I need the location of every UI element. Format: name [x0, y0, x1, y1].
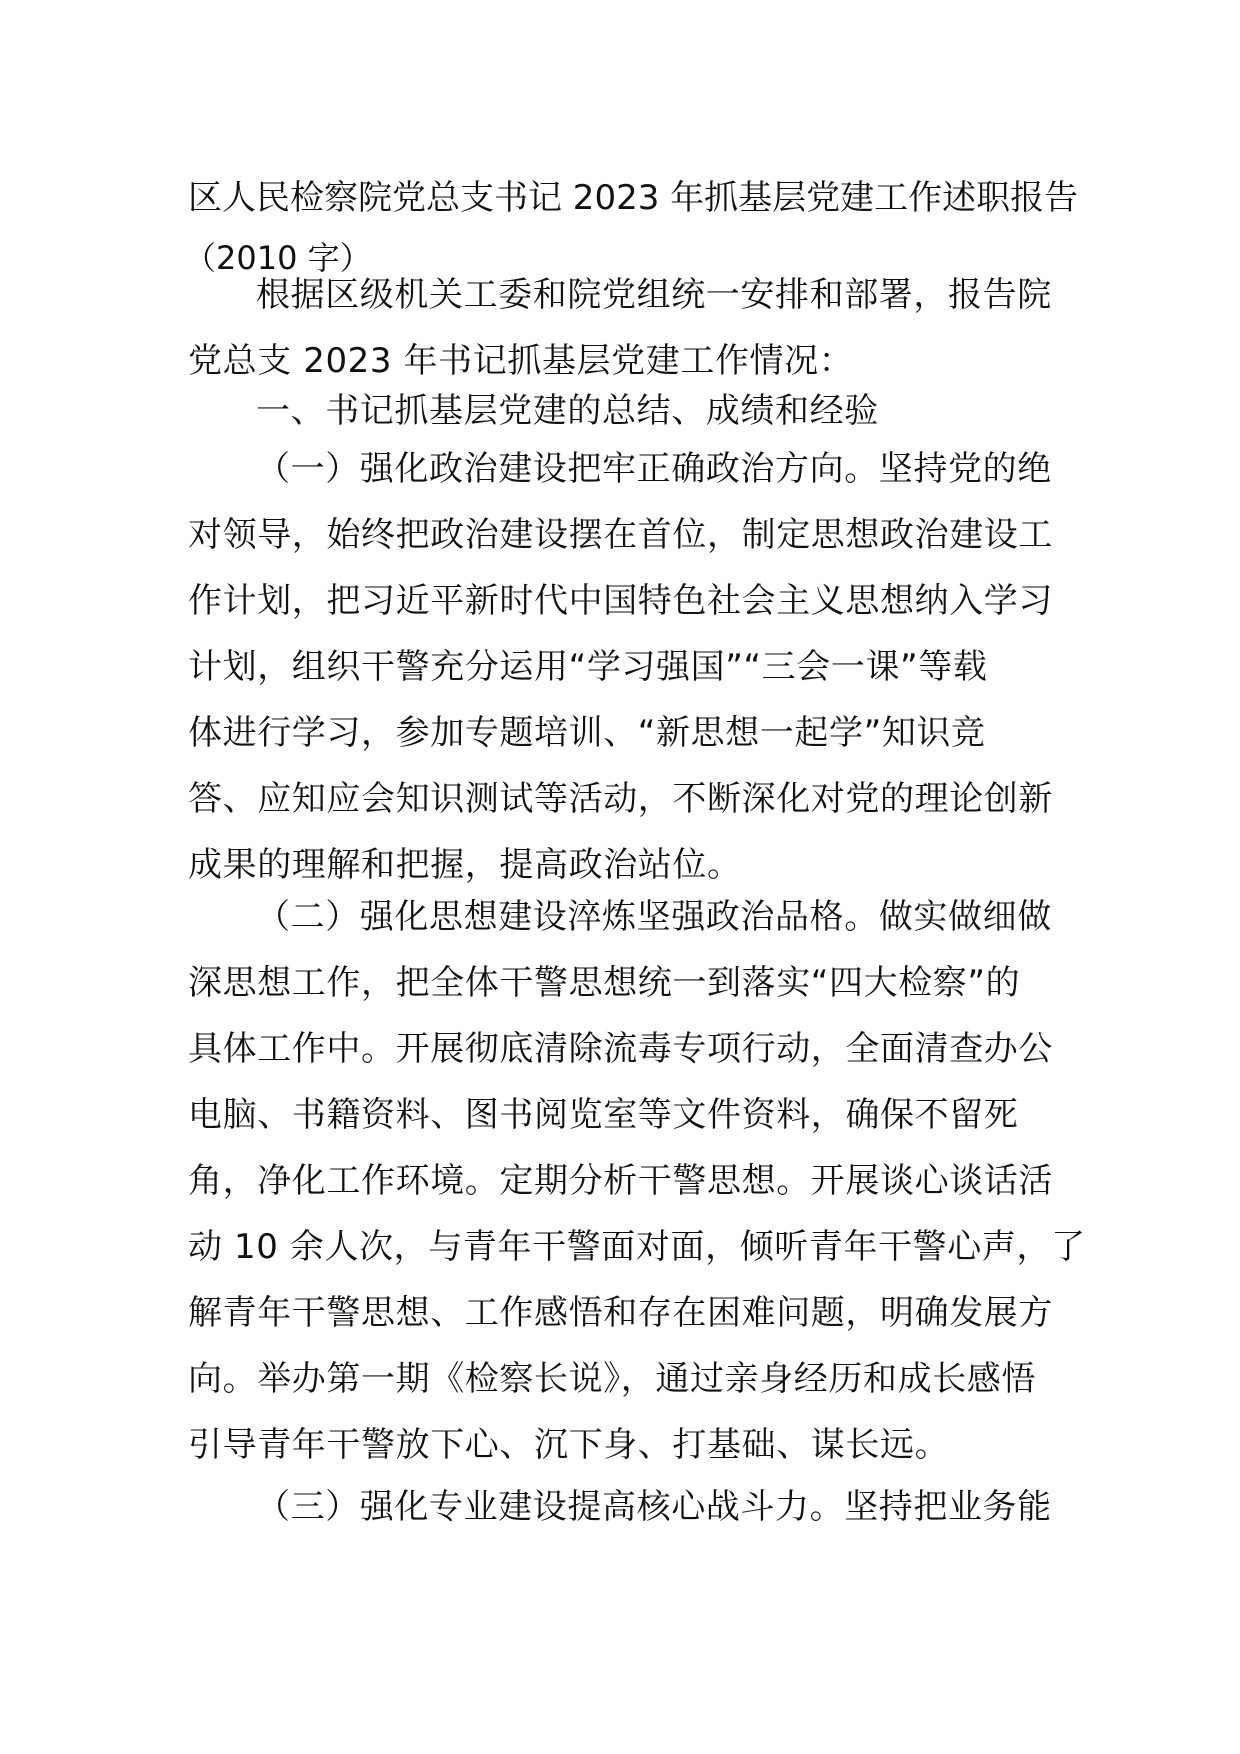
paragraph-line: 作计划，把习近平新时代中国特色社会主义思想纳入学习 [188, 581, 1053, 621]
paragraph-line: 计划，组织干警充分运用“学习强国”“三会一课”等载 [188, 647, 988, 687]
paragraph-line: 答、应知应会知识测试等活动，不断深化对党的理论创新 [188, 779, 1053, 819]
paragraph-line: 解青年干警思想、工作感悟和存在困难问题，明确发展方 [188, 1293, 1053, 1333]
section-2-paragraph [188, 884, 1086, 1478]
paragraph-line: 根据区级机关工委和院党组统一安排和部署，报告院 [256, 275, 1052, 315]
section-3-paragraph [188, 1474, 1058, 1540]
paragraph-line: 深思想工作，把全体干警思想统一到落实“四大检察”的 [188, 963, 1021, 1003]
paragraph-line: 电脑、书籍资料、图书阅览室等文件资料，确保不留死 [188, 1095, 1019, 1135]
paragraph-line: 动 10 余人次，与青年干警面对面，倾听青年干警心声，了 [188, 1227, 1086, 1267]
section-1-paragraph [188, 436, 1058, 898]
paragraph-line: （三）强化专业建设提高核心战斗力。坚持把业务能 [256, 1487, 1052, 1527]
paragraph-line: 向。举办第一期《检察长说》，通过亲身经历和成长感悟 [188, 1359, 1036, 1399]
intro-paragraph [188, 262, 1058, 394]
paragraph-line: （二）强化思想建设淬炼坚强政治品格。做实做细做 [256, 897, 1052, 937]
section-heading [188, 378, 1058, 444]
paragraph-line: 引导青年干警放下心、沉下身、打基础、谋长远。 [188, 1425, 950, 1465]
paragraph-line: 角，净化工作环境。定期分析干警思想。开展谈心谈话活 [188, 1161, 1053, 1201]
paragraph-line: 体进行学习，参加专题培训、“新思想一起学”知识竞 [188, 713, 986, 753]
paragraph-line: （一）强化政治建设把牢正确政治方向。坚持党的绝 [256, 449, 1052, 489]
paragraph-line: 具体工作中。开展彻底清除流毒专项行动，全面清查办公 [188, 1029, 1053, 1069]
paragraph-line: 成果的理解和把握，提高政治站位。 [188, 845, 742, 885]
document-word-count: （2010 字） [184, 239, 372, 277]
paragraph-line: 对领导，始终把政治建设摆在首位，制定思想政治建设工 [188, 515, 1053, 555]
document-title: 区人民检察院党总支书记 2023 年抓基层党建工作述职报告 [188, 178, 1079, 218]
section-heading-text: 一、书记抓基层党建的总结、成绩和经验 [256, 391, 879, 431]
paragraph-line: 党总支 2023 年书记抓基层党建工作情况： [188, 341, 854, 381]
